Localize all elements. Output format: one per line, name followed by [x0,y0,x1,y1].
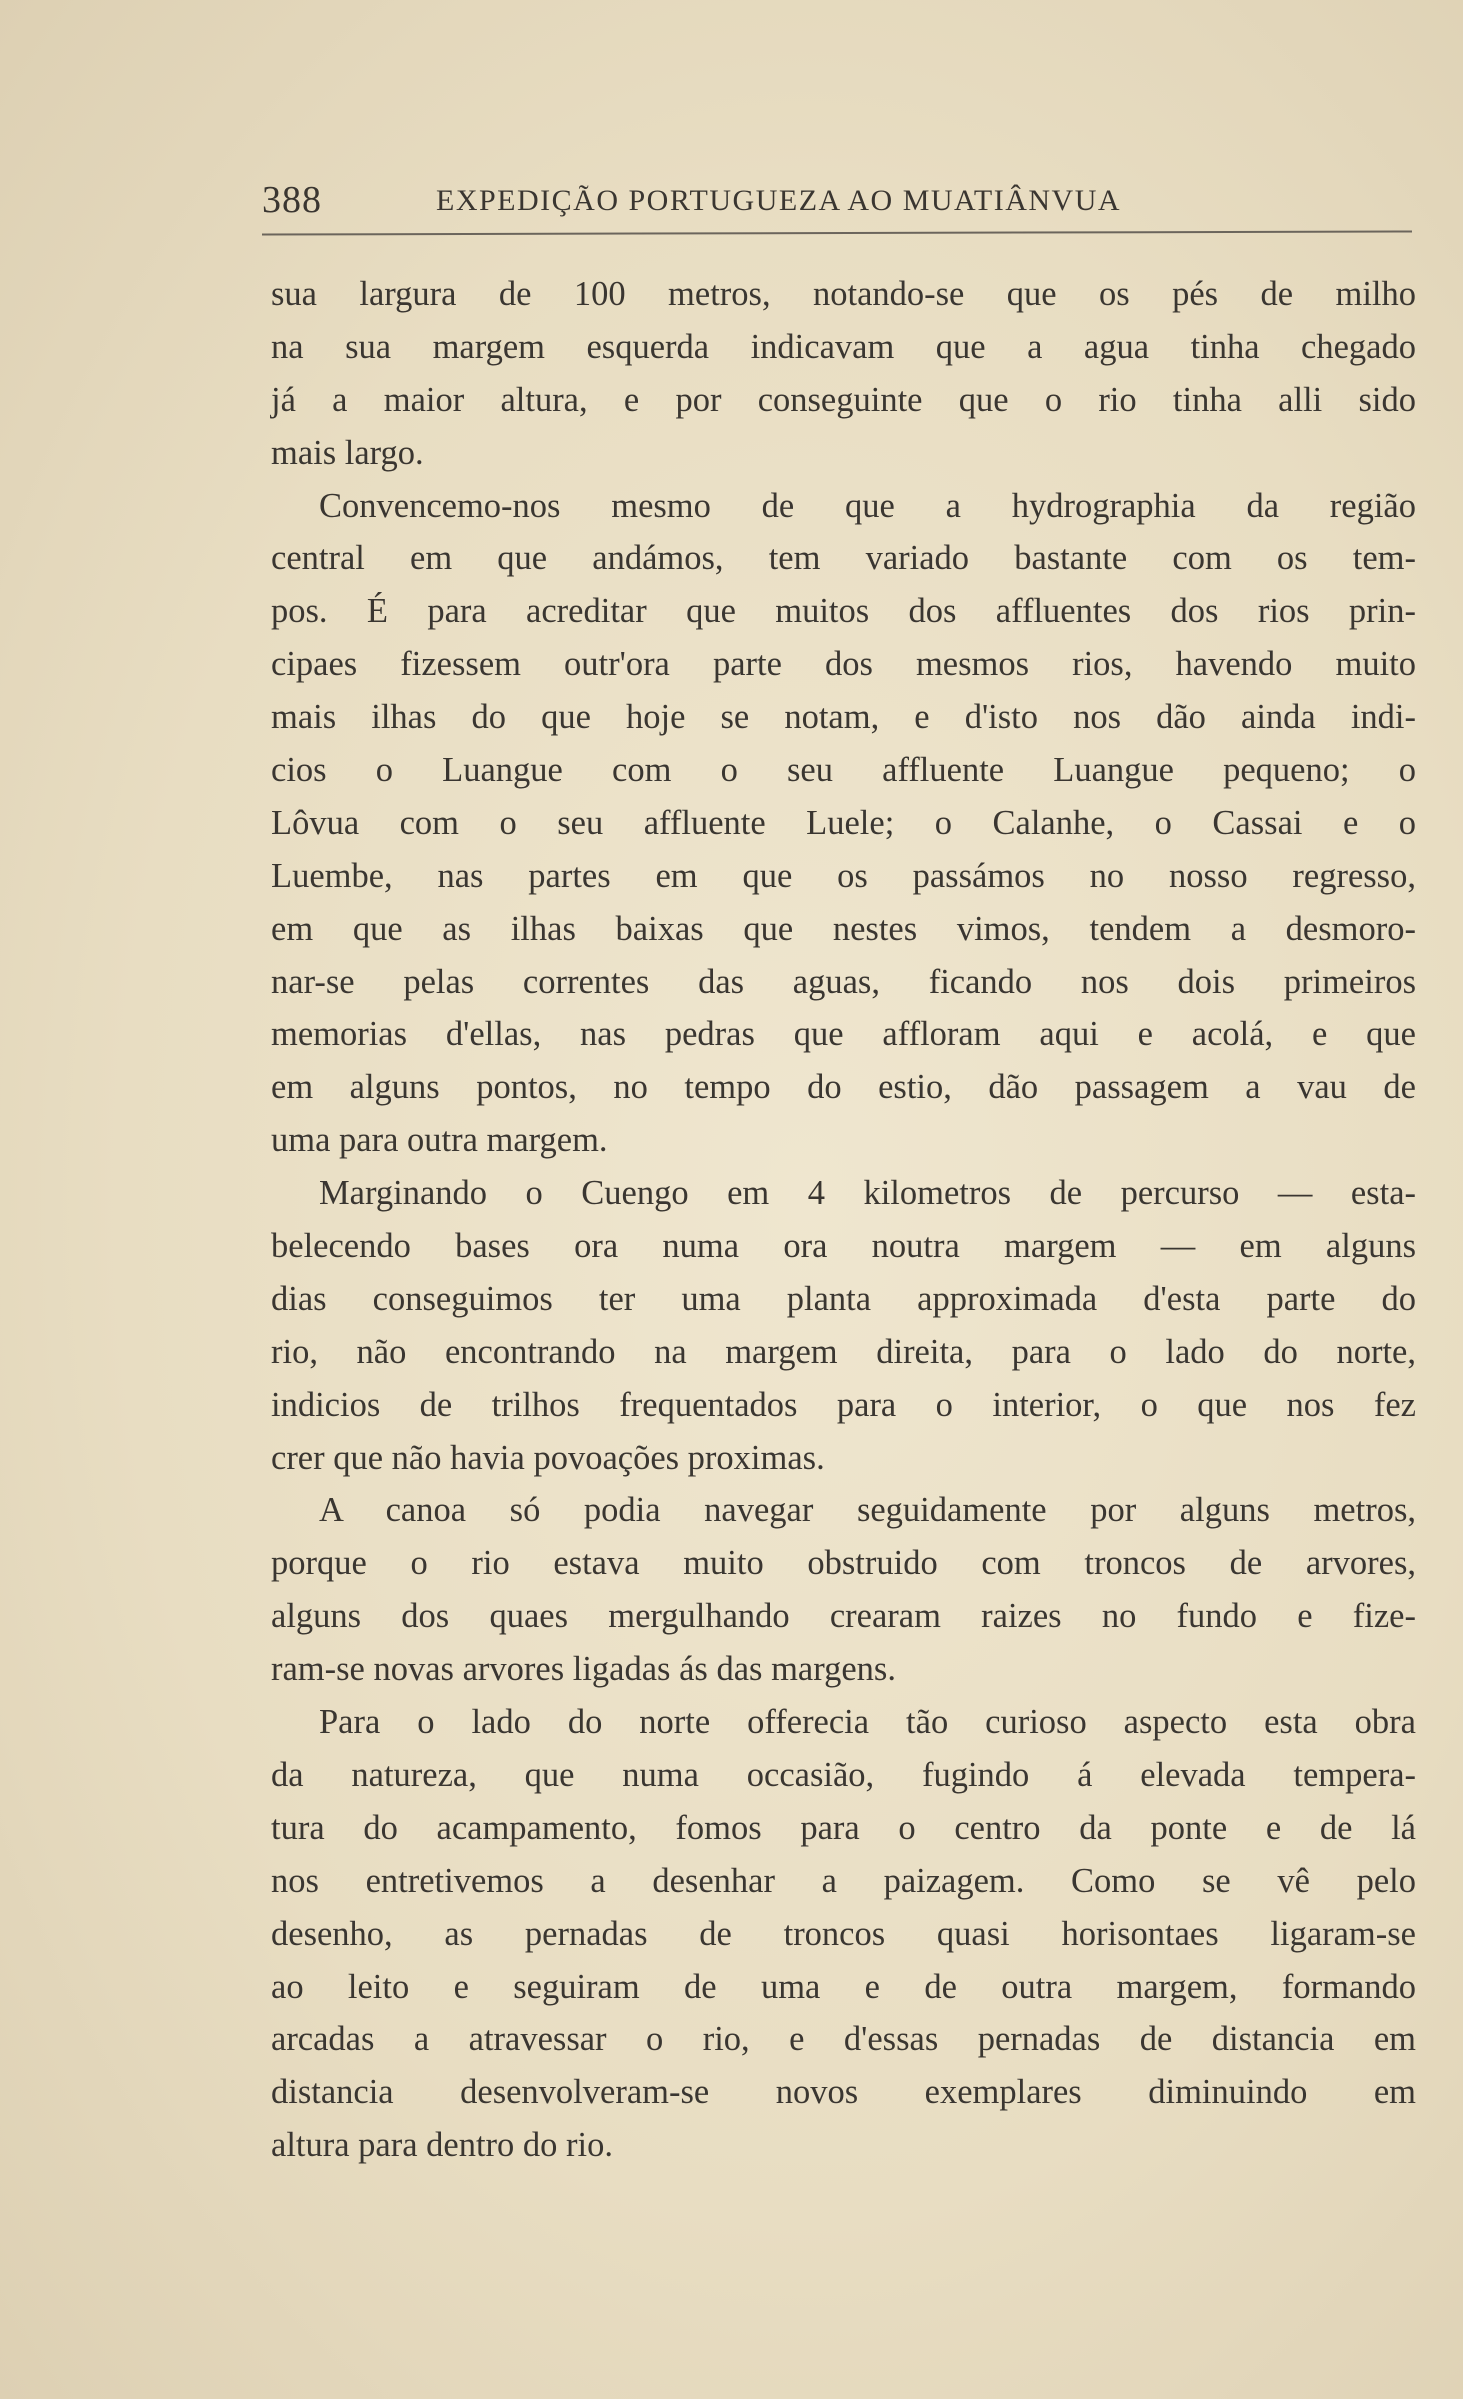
text-line: cios o Luangue com o seu affluente Luangue pequeno; o [271,751,1416,790]
text-line: pos. É para acreditar que muitos dos affluentes dos rios prin- [271,592,1416,631]
text-line: central em que andámos, tem variado bastante com os tem- [271,539,1416,578]
text-line: Lôvua com o seu affluente Luele; o Calanhe, o Cassai e o [271,803,1416,842]
text-line: Para o lado do norte offerecia tão curioso aspecto esta obra [319,1703,1416,1742]
text-line: alguns dos quaes mergulhando crearam raizes no fundo e fize- [271,1597,1416,1636]
text-line: em que as ilhas baixas que nestes vimos, tendem a desmoro- [271,909,1416,948]
text-line: desenho, as pernadas de troncos quasi horisontaes ligaram-se [271,1914,1416,1953]
text-line: Marginando o Cuengo em 4 kilometros de percurso — esta- [319,1174,1416,1213]
text-line: ram-se novas arvores ligadas ás das margens. [271,1650,896,1689]
paragraph [271,268,1416,480]
text-line: já a maior altura, e por conseguinte que o rio tinha alli sido [271,380,1416,419]
paragraph [271,1484,1416,1696]
text-line: arcadas a atravessar o rio, e d'essas pernadas de distancia em [271,2020,1416,2059]
page-number: 388 [262,179,322,221]
text-line: uma para outra margem. [271,1121,608,1160]
text-line: tura do acampamento, fomos para o centro da ponte e de lá [271,1808,1416,1847]
text-line: na sua margem esquerda indicavam que a agua tinha chegado [271,327,1416,366]
text-line: rio, não encontrando na margem direita, para o lado do norte, [271,1332,1416,1371]
text-line: porque o rio estava muito obstruido com troncos de arvores, [271,1544,1416,1583]
text-line: Convencemo-nos mesmo de que a hydrographia da região [319,486,1416,525]
text-line: belecendo bases ora numa ora noutra margem — em alguns [271,1227,1416,1266]
text-line: distancia desenvolveram-se novos exemplares diminuindo em [271,2073,1416,2112]
running-title: EXPEDIÇÃO PORTUGUEZA AO MUATIÂNVUA [436,184,1122,217]
paragraph [271,1167,1416,1484]
text-line: nos entretivemos a desenhar a paizagem. Como se vê pelo [271,1861,1416,1900]
text-line: indicios de trilhos frequentados para o interior, o que nos fez [271,1385,1416,1424]
body-text [271,268,1416,2172]
text-line: mais largo. [271,433,424,472]
text-line: A canoa só podia navegar seguidamente por alguns metros, [319,1491,1416,1530]
text-line: memorias d'ellas, nas pedras que affloram aqui e acolá, e que [271,1015,1416,1054]
text-line: nar-se pelas correntes das aguas, ficando nos dois primeiros [271,962,1416,1001]
paragraph [271,1696,1416,2172]
text-line: Luembe, nas partes em que os passámos no nosso regresso, [271,856,1416,895]
text-line: ao leito e seguiram de uma e de outra margem, formando [271,1967,1416,2006]
text-line: dias conseguimos ter uma planta approximada d'esta parte do [271,1279,1416,1318]
text-line: crer que não havia povoações proximas. [271,1438,825,1477]
page-header [262,178,1412,238]
text-line: em alguns pontos, no tempo do estio, dão passagem a vau de [271,1068,1416,1107]
text-line: altura para dentro do rio. [271,2126,613,2165]
text-line: cipaes fizessem outr'ora parte dos mesmos rios, havendo muito [271,645,1416,684]
text-line: sua largura de 100 metros, notando-se que os pés de milho [271,275,1416,313]
paragraph [271,480,1416,1168]
text-line: mais ilhas do que hoje se notam, e d'isto nos dão ainda indi- [271,698,1416,737]
text-line: da natureza, que numa occasião, fugindo á elevada tempera- [271,1755,1416,1794]
